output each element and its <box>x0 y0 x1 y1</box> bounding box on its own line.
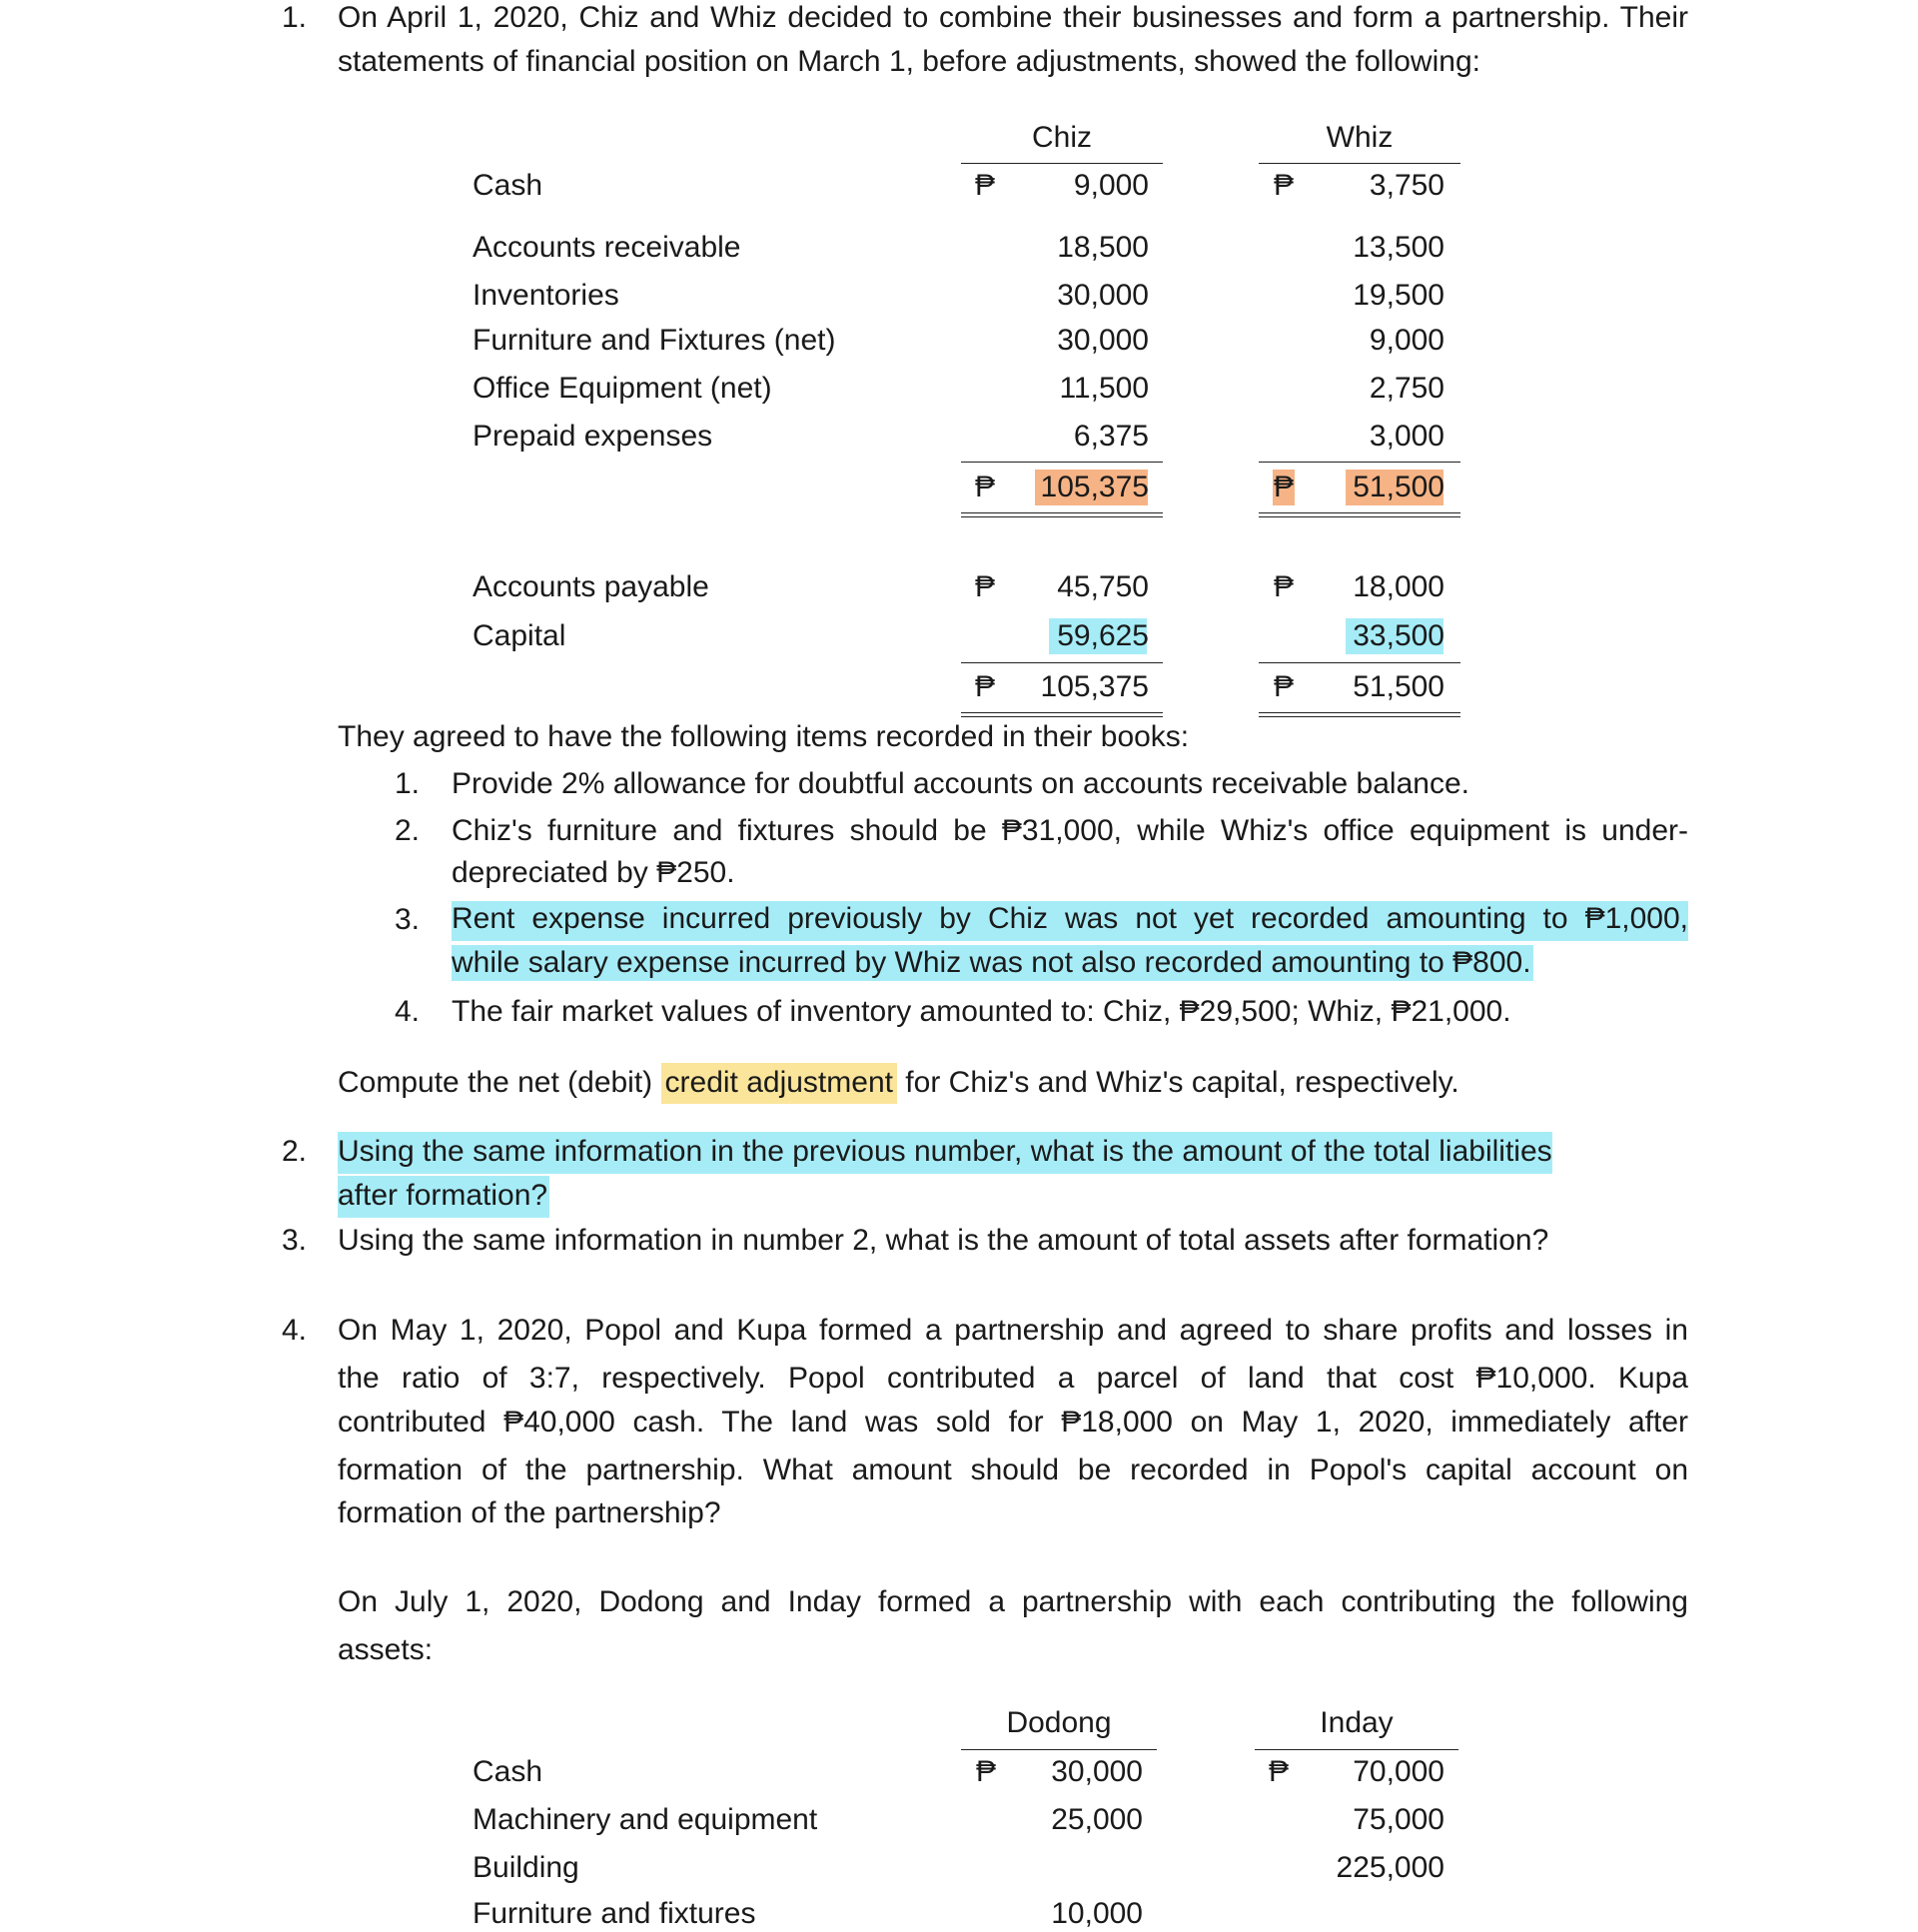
chiz-value: 9,000 <box>1073 169 1149 202</box>
peso-sign: ₱ <box>1274 471 1295 503</box>
whiz-value: 13,500 <box>1353 231 1444 264</box>
header-underline-inday <box>1255 1749 1458 1750</box>
subtotal-rule-whiz <box>1259 462 1460 463</box>
chiz-value: 6,375 <box>1073 420 1149 453</box>
peso-sign: ₱ <box>1274 570 1295 603</box>
peso-sign: ₱ <box>1274 169 1295 202</box>
dodong-value: 10,000 <box>1051 1897 1143 1930</box>
chiz-value: 59,625 <box>1057 619 1149 652</box>
row-label: Accounts payable <box>473 570 709 603</box>
chiz-value: 18,500 <box>1057 231 1149 264</box>
subtotal-rule-whiz <box>1259 662 1460 663</box>
row-label: Building <box>473 1851 579 1884</box>
subtotal-rule-chiz <box>961 662 1163 663</box>
dodong-value: 30,000 <box>1051 1755 1143 1788</box>
chiz-value: 11,500 <box>1059 372 1149 405</box>
chiz-value: 105,375 <box>1040 670 1149 703</box>
peso-sign: ₱ <box>1269 1755 1290 1788</box>
q5-line2: assets: <box>338 1633 434 1666</box>
item-number: 1. <box>395 767 421 800</box>
q4-line4: formation of the partnership. What amount should be recorded in Popol's capital account on <box>338 1453 1688 1486</box>
whiz-value: 51,500 <box>1353 670 1444 703</box>
item-text: Provide 2% allowance for doubtful accounts on accounts receivable balance. <box>452 767 1469 800</box>
compute-post: for Chiz's and Whiz's capital, respectively. <box>896 1066 1459 1099</box>
chiz-value: 45,750 <box>1057 570 1149 603</box>
q2-line1: Using the same information in the previous number, what is the amount of the total liabilities <box>338 1132 1552 1174</box>
q2-number: 2. <box>282 1135 308 1168</box>
column-header-dodong: Dodong <box>1006 1706 1112 1739</box>
column-header-inday: Inday <box>1320 1706 1394 1739</box>
item-text: The fair market values of inventory amounted to: Chiz, ₱29,500; Whiz, ₱21,000. <box>452 995 1511 1028</box>
q1-number: 1. <box>282 1 308 34</box>
whiz-value: 33,500 <box>1353 619 1444 652</box>
credit-adjustment-highlight: credit adjustment <box>661 1063 897 1104</box>
row-label: Cash <box>473 1755 543 1788</box>
item-text-cont-highlighted: while salary expense incurred by Whiz was not also recorded amounting to ₱800. <box>452 946 1531 979</box>
double-rule-chiz <box>961 712 1163 717</box>
double-rule-chiz <box>961 512 1163 517</box>
whiz-value: 3,750 <box>1369 169 1444 202</box>
row-label: Prepaid expenses <box>473 420 713 453</box>
q4-line1: On May 1, 2020, Popol and Kupa formed a partnership and agreed to share profits and losses in <box>338 1314 1688 1347</box>
peso-sign: ₱ <box>975 471 996 503</box>
inday-value: 75,000 <box>1353 1803 1444 1836</box>
peso-sign: ₱ <box>975 570 996 603</box>
q4-line5: formation of the partnership? <box>338 1496 721 1529</box>
chiz-value: 30,000 <box>1057 279 1149 312</box>
peso-sign: ₱ <box>1274 670 1295 703</box>
row-label: Accounts receivable <box>473 231 741 264</box>
row-label: Furniture and Fixtures (net) <box>473 324 836 357</box>
whiz-value: 9,000 <box>1369 324 1444 357</box>
header-underline-whiz <box>1259 163 1460 164</box>
whiz-value: 2,750 <box>1369 372 1444 405</box>
item-text-cont: depreciated by ₱250. <box>452 856 735 889</box>
chiz-assets-total-value: 105,375 <box>1040 471 1149 503</box>
chiz-value: 30,000 <box>1057 324 1149 357</box>
q1-intro-line1: On April 1, 2020, Chiz and Whiz decided to combine their businesses and form a partnership. Their <box>338 1 1688 34</box>
row-label: Capital <box>473 619 566 652</box>
q4-line2: the ratio of 3:7, respectively. Popol contributed a parcel of land that cost ₱10,000. Kupa <box>338 1362 1688 1395</box>
double-rule-whiz <box>1259 512 1460 517</box>
q4-line3: contributed ₱40,000 cash. The land was sold for ₱18,000 on May 1, 2020, immediately after <box>338 1406 1688 1439</box>
row-label: Office Equipment (net) <box>473 372 772 405</box>
row-label: Cash <box>473 169 543 202</box>
peso-sign: ₱ <box>975 670 996 703</box>
row-label: Inventories <box>473 279 619 312</box>
column-header-whiz: Whiz <box>1326 121 1394 154</box>
inday-value: 70,000 <box>1353 1755 1444 1788</box>
item-text: Chiz's furniture and fixtures should be ₱31,000, while Whiz's office equipment is under- <box>452 814 1688 847</box>
q3-line1: Using the same information in number 2, what is the amount of total assets after formation? <box>338 1224 1549 1257</box>
dodong-value: 25,000 <box>1051 1803 1143 1836</box>
subtotal-rule-chiz <box>961 462 1163 463</box>
item-text-highlighted: Rent expense incurred previously by Chiz was not yet recorded amounting to ₱1,000, <box>452 901 1688 941</box>
compute-question <box>338 1065 1459 1101</box>
whiz-assets-total-value: 51,500 <box>1353 471 1444 503</box>
peso-sign: ₱ <box>975 169 996 202</box>
item-number: 3. <box>395 903 421 936</box>
q3-number: 3. <box>282 1224 308 1257</box>
item-number: 2. <box>395 814 421 847</box>
whiz-value: 19,500 <box>1353 279 1444 312</box>
inday-value: 225,000 <box>1336 1851 1444 1884</box>
compute-pre: Compute the net (debit) <box>338 1066 661 1099</box>
double-rule-whiz <box>1259 712 1460 717</box>
q4-number: 4. <box>282 1314 308 1347</box>
row-label: Machinery and equipment <box>473 1803 818 1836</box>
whiz-value: 3,000 <box>1369 420 1444 453</box>
header-underline-dodong <box>961 1749 1157 1750</box>
peso-sign: ₱ <box>976 1755 997 1788</box>
q2-line2: after formation? <box>338 1176 549 1218</box>
row-label: Furniture and fixtures <box>473 1897 756 1930</box>
header-underline-chiz <box>961 163 1163 164</box>
item-number: 4. <box>395 995 421 1028</box>
q1-intro-line2: statements of financial position on March 1, before adjustments, showed the following: <box>338 45 1480 78</box>
column-header-chiz: Chiz <box>1031 121 1092 154</box>
agreed-intro: They agreed to have the following items recorded in their books: <box>338 720 1190 753</box>
whiz-value: 18,000 <box>1353 570 1444 603</box>
q5-line1: On July 1, 2020, Dodong and Inday formed a partnership with each contributing the following <box>338 1585 1688 1618</box>
